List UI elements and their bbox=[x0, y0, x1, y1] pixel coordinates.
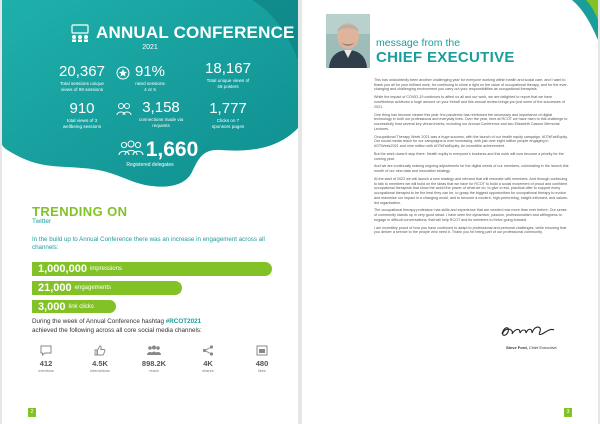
connections-icon bbox=[116, 102, 132, 116]
heading-chief-executive: CHIEF EXECUTIVE bbox=[376, 49, 515, 66]
stat-value: 910 bbox=[69, 100, 95, 117]
stat-label: connections made via requests bbox=[138, 117, 184, 128]
chief-executive-message bbox=[374, 78, 570, 238]
thumbs-up-icon bbox=[94, 345, 106, 356]
page-number: 2 bbox=[28, 408, 36, 417]
trending-intro: In the build up to Annual Conference there was an increase in engagement across all channels: bbox=[32, 236, 265, 252]
social-interactions: 4.5K interactions bbox=[78, 344, 122, 373]
reach-icon bbox=[146, 345, 162, 356]
stat-label: Total unique views of 48 posters bbox=[206, 78, 250, 89]
message-paragraph: I am incredibly proud of how you have continued to adapt to professional and personal challenges, while ensuring that you deliver a service to the people who need it. Thank you for being part of our professional community. bbox=[374, 225, 567, 235]
stat-unique-views bbox=[52, 64, 112, 92]
trending-platform: Twitter bbox=[32, 218, 52, 225]
like-box-icon bbox=[256, 345, 268, 356]
stat-label: rated sessions 4 or 5 bbox=[135, 81, 165, 92]
pill-label: engagements bbox=[74, 285, 112, 291]
stat-value: 91% bbox=[134, 63, 166, 80]
pill-value: 3,000 bbox=[38, 300, 66, 313]
pill-label: impressions bbox=[89, 266, 122, 272]
pill-engagements bbox=[32, 281, 182, 295]
signer-title: Chief Executive bbox=[528, 345, 557, 350]
social-mentions: 412 mentions bbox=[24, 344, 68, 373]
message-paragraph: The occupational therapy profession has skills and experience that are needed now more than ever before. Our sense of community stands up in very good stead. I have seen the dynamism, passion, professionalism and willingness to engage in difficult conversations, that will help RCOT and its members to thrive going forward. bbox=[374, 208, 567, 222]
message-paragraph: But the work doesn't stop there. Health equity is everyone's business and this work will now become a priority for the coming year. bbox=[374, 151, 564, 161]
hashtag: #RCOT2021 bbox=[165, 318, 202, 325]
conference-audience-icon bbox=[68, 24, 92, 42]
stat-wellbeing bbox=[56, 101, 108, 129]
social-reach: 898.2K reach bbox=[132, 344, 176, 373]
message-paragraph: While the impact of COVID-19 continues to affect us all and our work, we are delighted to report that we have nonetheless achieved a huge amount on your behalf and this annual review brings you just some of the successes of 2021. bbox=[374, 95, 565, 109]
social-likes: 480 likes bbox=[240, 344, 284, 373]
trending-title: TRENDING ON bbox=[32, 204, 128, 219]
message-paragraph: One thing has become clearer this year: the pandemic has reinforced the necessary and importance of digital technology in both our professional and everyday lives. Over the year, here at RCOT we have risen to this challenge to successfully host several key virtual events, including our Annual Conference and two Elizabeth Casson Memorial Lectures. bbox=[374, 112, 568, 131]
stat-value: 3,158 bbox=[142, 99, 180, 116]
stat-sponsors bbox=[202, 101, 254, 129]
message-paragraph: At the start of 2022 we will launch a new strategy and rebrand that will resonate with members. And through continuing to talk to members we will build on the ideas that we have for RCOT to build a social movement of proud and confident occupational therapists that show the world the power of what we do, to give a real, practical offer to support every occupational therapist to be the best they can be, to grasp the biggest opportunities for occupational therapy to evolve and maximise our impact in a changing world, and to become a modern, high-performing, insight-informed, and values-led organisation. bbox=[374, 177, 569, 205]
stat-label: Registered delegates bbox=[126, 162, 174, 168]
conference-year: 2021 bbox=[142, 44, 158, 51]
stat-label: Clicks on 7 sponsors pages bbox=[211, 118, 245, 129]
stat-rated bbox=[128, 64, 172, 92]
stat-value: 20,367 bbox=[59, 63, 105, 80]
pill-label: link clicks bbox=[68, 303, 94, 310]
stat-value: 1,777 bbox=[209, 100, 247, 117]
chief-executive-photo bbox=[326, 14, 370, 68]
share-icon bbox=[202, 345, 214, 356]
stat-label: total views of 3 wellbeing sessions bbox=[62, 118, 102, 129]
stat-posters bbox=[198, 61, 258, 89]
comment-icon bbox=[40, 345, 52, 356]
corner-decoration bbox=[548, 0, 598, 60]
conference-title: ANNUAL CONFERENCE bbox=[96, 23, 295, 42]
pill-link-clicks bbox=[32, 300, 116, 313]
stat-label: Total sessions unique views of 99 sessions bbox=[60, 81, 104, 92]
social-shares: 4K shares bbox=[186, 344, 230, 373]
signer-name: Steve Ford, bbox=[506, 345, 528, 350]
pill-impressions bbox=[32, 262, 272, 276]
message-paragraph: This has undoubtedly been another challenging year for everyone working within health and social care, and I want to thank you all for your brilliant work, for continuing to shine a light on the value of occupational therapy, and for the ever-changing and challenging environment you carry out your responsibilities as occupational therapists. bbox=[374, 78, 568, 92]
right-page bbox=[302, 0, 598, 424]
stat-value: 1,660 bbox=[145, 138, 199, 161]
stat-value: 18,167 bbox=[205, 60, 251, 77]
stat-registered-label-wrap bbox=[100, 162, 200, 169]
signer bbox=[506, 345, 557, 350]
pill-value: 21,000 bbox=[38, 282, 72, 294]
stat-connections bbox=[132, 100, 190, 128]
message-paragraph: Occupational Therapy Week 2021 was a huge success, with the launch of our health equity campaign, #OTsFairEquity. Our social media reach for our campaigns is ever increasing, with just over eight million people engaging in #OTWeek2021 and nine million with #OTsFairEquity. An incredible achievement. bbox=[374, 134, 568, 148]
week-summary: During the week of Annual Conference hashtag #RCOT2021 achieved the following across all core social media channels: bbox=[32, 318, 202, 334]
heading-small: message from the bbox=[376, 37, 461, 49]
stat-registered bbox=[140, 139, 204, 161]
message-paragraph: And we are continually making ongoing adjustments for the digital needs of our members, culminating in the launch this month of our new data and innovation strategy. bbox=[374, 164, 569, 174]
left-page bbox=[2, 0, 298, 424]
pill-value: 1,000,000 bbox=[38, 263, 87, 275]
page-number: 3 bbox=[564, 408, 572, 417]
signature bbox=[498, 322, 558, 340]
